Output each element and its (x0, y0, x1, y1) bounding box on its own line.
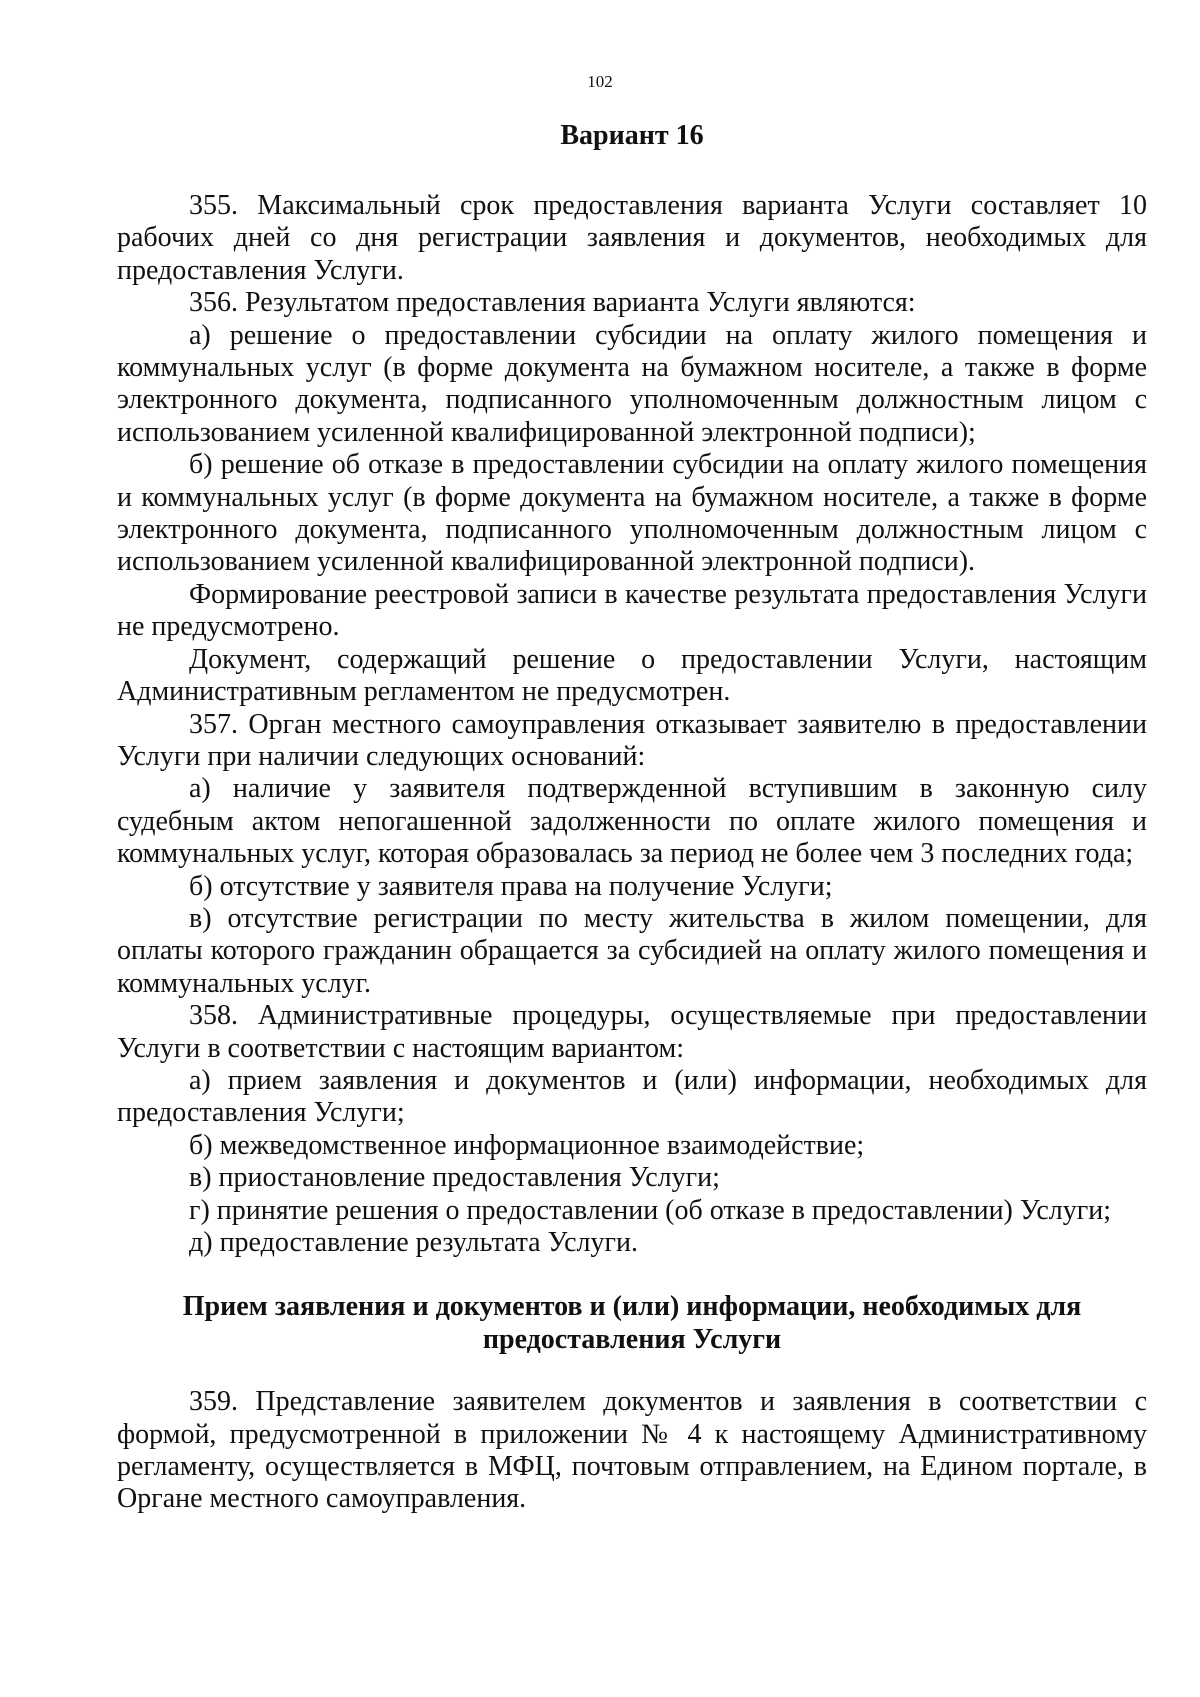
paragraph-358-a: а) прием заявления и документов и (или) информации, необходимых для предоставления Услуги; (117, 1064, 1147, 1129)
paragraph-357: 357. Орган местного самоуправления отказывает заявителю в предоставлении Услуги при наличии следующих оснований: (117, 708, 1147, 772)
paragraph-358-g: г) принятие решения о предоставлении (об отказе в предоставлении) Услуги; (189, 1194, 1111, 1226)
paragraph-355: 355. Максимальный срок предоставления варианта Услуги составляет 10 рабочих дней со дня регистрации заявления и документов, необходимых для предоставления Услуги. (117, 190, 1147, 286)
paragraph-358: 358. Административные процедуры, осуществляемые при предоставлении Услуги в соответствии с настоящим вариантом: (117, 1000, 1147, 1064)
paragraph-358-d: д) предоставление результата Услуги. (189, 1227, 638, 1258)
paragraph-356-b: б) решение об отказе в предоставлении субсидии на оплату жилого помещения и коммунальных услуг (в форме документа на бумажном носителе, а также в форме электронного документа, подписанного уполномоченным должностным лицом с использованием усиленной квалифицированной электронной подписи). (117, 449, 1147, 578)
paragraph-356: 356. Результатом предоставления варианта Услуги являются: (189, 287, 916, 319)
document-body (117, 116, 1147, 1516)
paragraph-358-v: в) приостановление предоставления Услуги; (189, 1162, 720, 1194)
paragraph-document-note: Документ, содержащий решение о предоставлении Услуги, настоящим Административным регламентом не предусмотрен. (117, 643, 1147, 708)
paragraph-359: 359. Представление заявителем документов и заявления в соответствии с формой, предусмотренной в приложении № 4 к настоящему Административному регламенту, осуществляется в МФЦ, почтовым отправлением, на Едином портале, в Органе местного самоуправления. (117, 1386, 1147, 1515)
paragraph-356-a: а) решение о предоставлении субсидии на оплату жилого помещения и коммунальных услуг (в форме документа на бумажном носителе, а также в форме электронного документа, подписанного уполномоченным должностным лицом с использованием усиленной квалифицированной электронной подписи); (117, 319, 1147, 448)
paragraph-357-b: б) отсутствие у заявителя права на получение Услуги; (189, 870, 833, 902)
paragraph-357-v: в) отсутствие регистрации по месту жительства в жилом помещении, для оплаты которого гражданин обращается за субсидией на оплату жилого помещения и коммунальных услуг. (117, 902, 1147, 999)
paragraph-registry-note: Формирование реестровой записи в качестве результата предоставления Услуги не предусмотрено. (117, 578, 1147, 643)
paragraph-group-2 (117, 1386, 1147, 1516)
paragraph-358-b: б) межведомственное информационное взаимодействие; (189, 1129, 865, 1161)
paragraph-group-1 (117, 190, 1147, 1259)
section-title: Прием заявления и документов и (или) информации, необходимых для предоставления Услуги (182, 1291, 1082, 1355)
paragraph-357-a: а) наличие у заявителя подтвержденной вступившим в законную силу судебным актом непогашенной задолженности по оплате жилого помещения и коммунальных услуг, которая образовалась за период не более чем 3 последних года; (117, 773, 1147, 870)
variant-title: Вариант 16 (560, 120, 704, 151)
page-number: 102 (587, 72, 613, 91)
